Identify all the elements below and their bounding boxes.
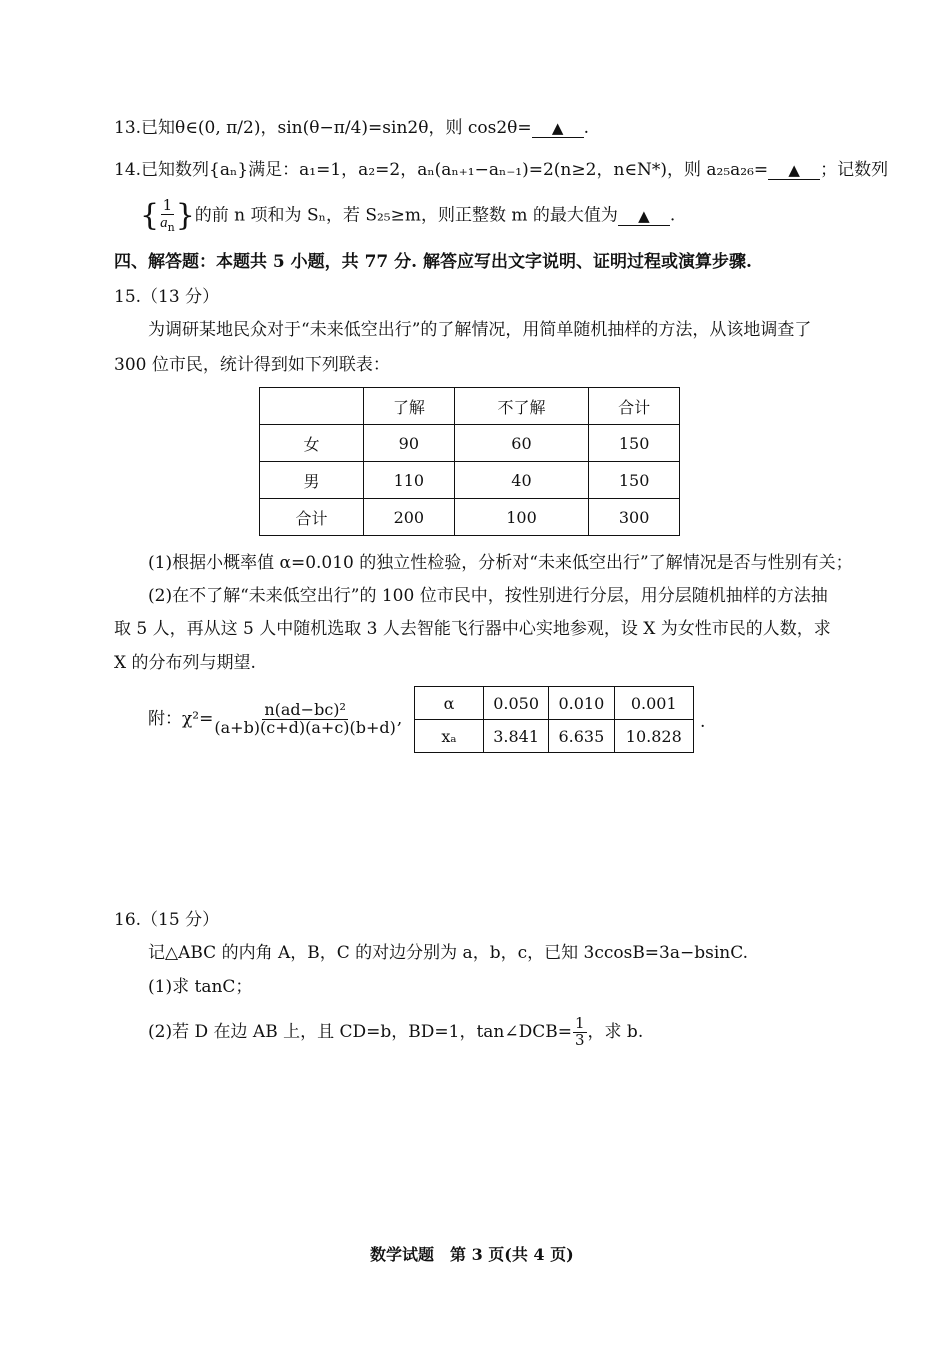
table-cell: xₐ [415, 720, 484, 753]
appendix-label: 附：χ²= [148, 708, 214, 729]
table-cell: 100 [454, 499, 589, 536]
table-cell: 150 [589, 462, 680, 499]
page-footer: 数学试题 第 3 页(共 4 页) [370, 1245, 574, 1264]
table-cell: 110 [364, 462, 455, 499]
table-cell: 合计 [260, 499, 364, 536]
q14-number: 14. [114, 160, 142, 180]
table-cell: 0.050 [484, 687, 549, 720]
table-header: 了解 [364, 388, 455, 425]
q13-prefix: 已知 [141, 118, 176, 138]
q16-header: 16.（15 分） [114, 910, 220, 930]
q14-answer-blank-1: ▲ [768, 161, 820, 180]
q16-part-2 [148, 1016, 643, 1049]
table-cell: 女 [260, 425, 364, 462]
table-header [260, 388, 364, 425]
q14-mid: ；记数列 [820, 160, 889, 180]
table-cell: 150 [589, 425, 680, 462]
contingency-table [259, 387, 680, 536]
q14-line2: 的前 n 项和为 Sₙ，若 S₂₅≥m，则正整数 m 的最大值为 [194, 205, 618, 226]
table-cell: 300 [589, 499, 680, 536]
q14-line1: 已知数列{aₙ}满足：a₁=1，a₂=2，aₙ(aₙ₊₁−aₙ₋₁)=2(n≥2，n∈N*)，则 a₂₅a₂₆= [141, 160, 769, 180]
table-cell: 10.828 [614, 720, 693, 753]
q15-part-2c: X 的分布列与期望. [114, 653, 256, 673]
formula-numerator: n(ad−bc)² [264, 700, 346, 719]
q15-header: 15.（13 分） [114, 287, 220, 307]
table-cell: 90 [364, 425, 455, 462]
q15-part-1: (1)根据小概率值 α=0.010 的独立性检验，分析对“未来低空出行”了解情况是否与性别有关； [148, 553, 853, 573]
table-cell: 0.010 [549, 687, 614, 720]
fraction-denominator: 3 [574, 1030, 585, 1049]
q16-part-2b: ，求 b. [587, 1021, 644, 1042]
question-13 [114, 118, 589, 138]
q16-part-1: (1)求 tanC； [148, 977, 253, 997]
table-header: 不了解 [454, 388, 589, 425]
q13-cond: θ∈(0, π/2) [175, 118, 261, 138]
q13-number: 13. [114, 118, 142, 138]
q16-intro: 记△ABC 的内角 A，B，C 的对边分别为 a，b，c，已知 3ccosB=3a−bsinC. [148, 943, 749, 963]
section-4-heading: 四、解答题：本题共 5 小题，共 77 分. 解答应写出文字说明、证明过程或演算步骤. [114, 252, 752, 272]
q15-part-2b: 取 5 人，再从这 5 人中随机选取 3 人去智能飞行器中心实地参观，设 X 为女性市民的人数，求 [114, 619, 831, 639]
q13-answer-blank: ▲ [532, 119, 584, 138]
table-cell: 200 [364, 499, 455, 536]
critical-value-table [414, 686, 694, 753]
fraction-numerator: 1 [574, 1014, 585, 1032]
question-14-line2: { $\frac{1}{a_n}$ }的前 n 项和为 Sₙ，若 S₂₅≥m，则正整数 m 的最大值为 ▲ . [140, 196, 676, 235]
q13-end: . [583, 118, 590, 138]
chi-square-formula: 附：χ²= $\frac{\text{n(ad−bc)²}}{(a+b)(c+d)(a+c)(b+d)}$ , [148, 700, 403, 737]
q16-part-2a: (2)若 D 在边 AB 上，且 CD=b，BD=1，tan∠DCB= [148, 1021, 572, 1042]
table-row [415, 687, 694, 720]
table-header: 合计 [589, 388, 680, 425]
table-cell: α [415, 687, 484, 720]
table-cell: 60 [454, 425, 589, 462]
table-row [260, 462, 680, 499]
question-14-line1 [114, 160, 888, 180]
table-cell: 男 [260, 462, 364, 499]
table-header-row [260, 388, 680, 425]
q15-part-2a: (2)在不了解“未来低空出行”的 100 位市民中，按性别进行分层，用分层随机抽样的方法抽 [148, 586, 828, 606]
q14-answer-blank-2: ▲ [618, 207, 670, 226]
table-cell: 40 [454, 462, 589, 499]
formula-denominator: (a+b)(c+d)(a+c)(b+d) [214, 717, 396, 737]
table-row [415, 720, 694, 753]
table-cell: 0.001 [614, 687, 693, 720]
q14-end: . [669, 205, 676, 226]
table-period: . [700, 712, 706, 732]
table-row [260, 425, 680, 462]
q13-middle: ，sin(θ−π/4)=sin2θ，则 cos2θ= [260, 118, 532, 138]
table-row [260, 499, 680, 536]
table-cell: 3.841 [484, 720, 549, 753]
q15-intro-1: 为调研某地民众对于“未来低空出行”的了解情况，用简单随机抽样的方法，从该地调查了 [148, 320, 812, 340]
q15-intro-2: 300 位市民，统计得到如下列联表： [114, 355, 390, 375]
table-cell: 6.635 [549, 720, 614, 753]
